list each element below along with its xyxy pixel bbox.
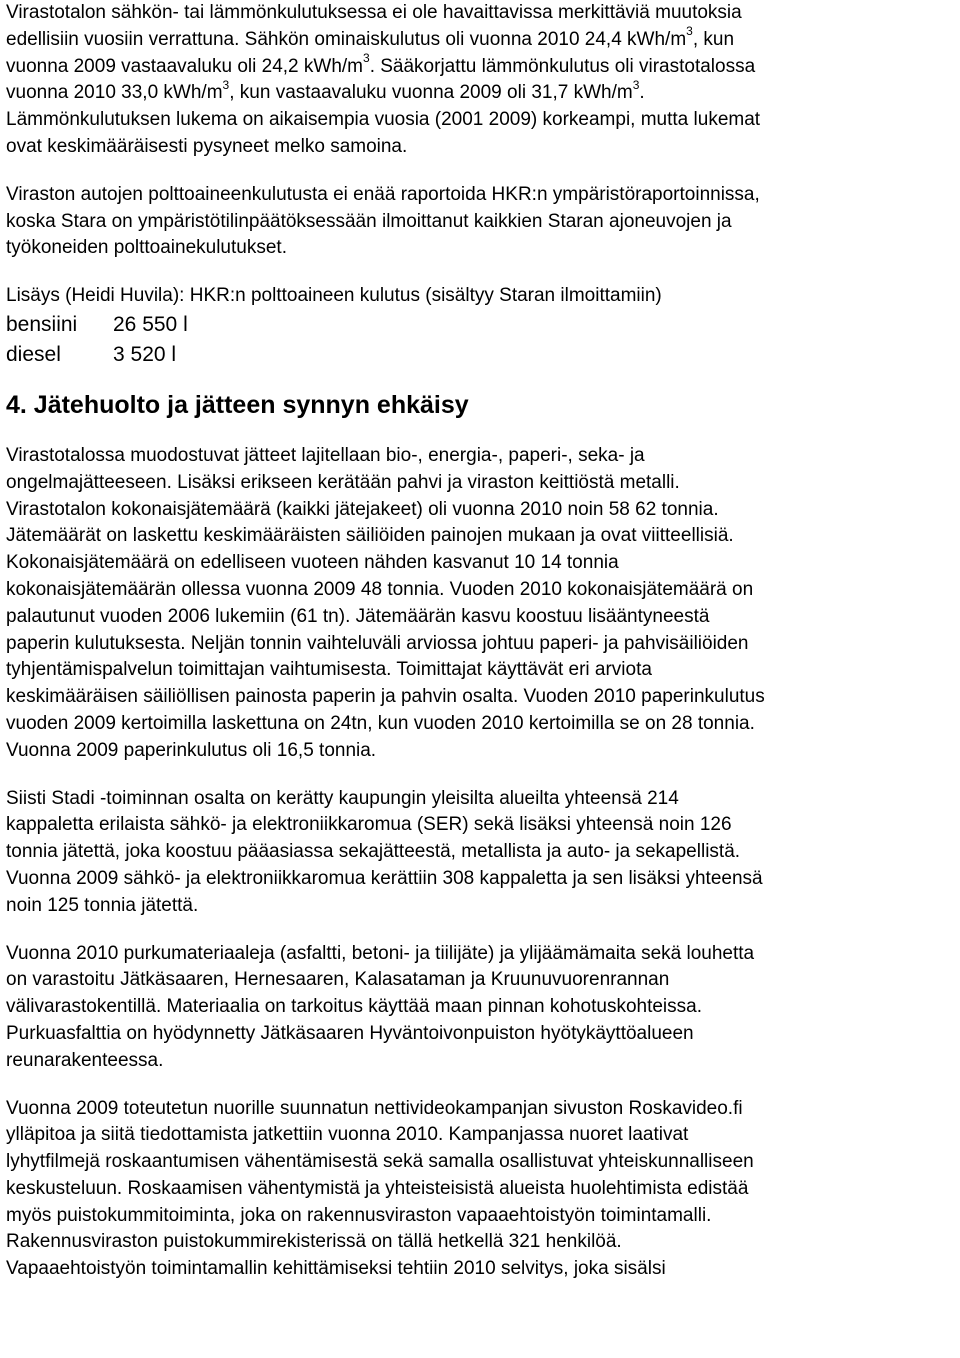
paragraph-vehicle-fuel	[6, 182, 960, 262]
text-line: Vuonna 2009 toteutetun nuorille suunnatun nettivideokampanjan sivuston Roskavideo.fi	[6, 1097, 743, 1119]
paragraph-waste	[6, 443, 960, 765]
text-line: ylläpitoa ja siitä tiedottamista jatkettiin vuonna 2010. Kampanjassa nuoret laativat	[6, 1124, 689, 1146]
text-line: tonnia jätettä, joka koostuu pääasiassa sekajätteestä, metallista ja auto- ja sekapellistä.	[6, 841, 741, 863]
paragraph-energy	[6, 0, 960, 161]
text-line: on varastoitu Jätkäsaaren, Hernesaaren, Kalasataman ja Kruunuvuorenrannan	[6, 969, 670, 991]
text-line: keskimääräisen säiliöllisen painosta paperin ja pahvin osalta. Vuoden 2010 paperinkulutus	[6, 686, 765, 708]
text-line: tyhjentämispalvelun toimittajan vaihtumisesta. Toimittajat käyttävät eri arviota	[6, 659, 652, 681]
fuel-amount: 3 520 l	[113, 342, 177, 366]
text-line: Siisti Stadi -toiminnan osalta on kerätty kaupungin yleisilta alueilta yhteensä 214	[6, 787, 679, 809]
text-line: Virastotalon kokonaisjätemäärä (kaikki jätejakeet) oli vuonna 2010 noin 58 62 tonnia.	[6, 498, 719, 520]
text-line: välivarastokentillä. Materiaalia on tarkoitus käyttää maan pinnan kohotuskohteissa.	[6, 996, 702, 1018]
text-line: Virastotalon sähkön- tai lämmönkulutuksessa ei ole havaittavissa merkittäviä muutoksia	[6, 2, 742, 23]
fuel-amount: 26 550 l	[113, 312, 188, 336]
text-line: Vuonna 2009 sähkö- ja elektroniikkaromua kerättiin 308 kappaletta ja sen lisäksi yhteensä	[6, 867, 763, 889]
paragraph-roskavideo	[6, 1096, 960, 1284]
text-line: kokonaisjätemäärän ollessa vuonna 2009 48 tonnia. Vuoden 2010 kokonaisjätemäärä on	[6, 578, 754, 600]
text-line: Vuonna 2010 purkumateriaaleja (asfaltti, betoni- ja tiilijäte) ja ylijäämämaita sekä louhetta	[6, 942, 755, 964]
text-line: Purkuasfalttia on hyödynnetty Jätkäsaaren Hyväntoivonpuiston hyötykäyttöalueen	[6, 1022, 694, 1044]
paragraph-demolition-materials	[6, 941, 960, 1075]
text-line: vuonna 2009 vastaavaluku oli 24,2 kWh/$m^3$. Sääkorjattu lämmönkulutus oli virastotalossa	[6, 51, 756, 77]
paragraph-siisti-stadi	[6, 786, 960, 920]
fuel-consumption-list	[6, 310, 960, 370]
text-line: ongelmajätteeseen. Lisäksi erikseen kerätään pahvi ja viraston keittiöstä metalli.	[6, 471, 680, 493]
text-line: noin 125 tonnia jätettä.	[6, 894, 199, 916]
paragraph-fuel-addition	[6, 283, 960, 370]
text-line: keskusteluun. Roskaamisen vähentymistä ja yhteisteisistä alueista huolehtimista edistää	[6, 1177, 749, 1199]
text-line: ovat keskimääräisesti pysyneet melko samoina.	[6, 135, 408, 157]
text-line: vuoden 2009 kertoimilla laskettuna on 24tn, kun vuoden 2010 kertoimilla se on 28 tonnia.	[6, 712, 755, 734]
text-line: Jätemäärät on laskettu keskimääräisten säiliöiden painojen mukaan ja ovat viitteellisiä.	[6, 525, 734, 547]
text-line: Vuonna 2009 paperinkulutus oli 16,5 tonnia.	[6, 739, 377, 761]
document-page	[6, 0, 960, 1283]
text-line: vuonna 2010 33,0 kWh/$m^3$, kun vastaavaluku vuonna 2009 oli 31,7 kWh/$m^3$.	[6, 78, 645, 104]
text-line: paperin kulutuksesta. Neljän tonnin vaihteluväli arviossa johtuu paperi- ja pahvisäiliöiden	[6, 632, 749, 654]
text-line: Vapaaehtoistyön toimintamallin kehittämiseksi tehtiin 2010 selvitys, joka sisälsi	[6, 1258, 666, 1280]
text-line: Lämmönkulutuksen lukema on aikaisempia vuosia (2001 2009) korkeampi, mutta lukemat	[6, 109, 761, 131]
fuel-row	[6, 310, 960, 340]
fuel-row	[6, 340, 960, 370]
text-line: myös puistokummitoiminta, joka on rakennusviraston vapaaehtoistyön toimintamalli.	[6, 1204, 712, 1226]
text-line: lyhytfilmejä roskaantumisen vähentämisestä sekä samalla osallistuvat yhteiskunnalliseen	[6, 1151, 754, 1173]
text-line: työkoneiden polttoainekulutukset.	[6, 237, 287, 259]
text-line: Kokonaisjätemäärä on edelliseen vuoteen nähden kasvanut 10 14 tonnia	[6, 552, 619, 574]
fuel-name: diesel	[6, 342, 61, 366]
section-heading: 4. Jätehuolto ja jätteen synnyn ehkäisy	[6, 390, 469, 419]
text-line: Viraston autojen polttoaineenkulutusta ei enää raportoida HKR:n ympäristöraportoinnissa,	[6, 183, 760, 205]
text-line: Virastotalossa muodostuvat jätteet lajitellaan bio-, energia-, paperi-, seka- ja	[6, 444, 645, 466]
text-line: reunarakenteessa.	[6, 1049, 164, 1071]
text-line: edellisiin vuosiin verrattuna. Sähkön ominaiskulutus oli vuonna 2010 24,4 kWh/$m^3$, kun	[6, 24, 735, 50]
text-line: palautunut vuoden 2006 lukemiin (61 tn). Jätemäärän kasvu koostuu lisääntyneestä	[6, 605, 710, 627]
text-line: Rakennusviraston puistokummirekisterissä on tällä hetkellä 321 henkilöä.	[6, 1231, 622, 1253]
text-line: Lisäys (Heidi Huvila): HKR:n polttoaineen kulutus (sisältyy Staran ilmoittamiin)	[6, 285, 662, 307]
text-line: kappaletta erilaista sähkö- ja elektroniikkaromua (SER) sekä lisäksi yhteensä noin 126	[6, 814, 732, 836]
text-line: koska Stara on ympäristötilinpäätöksessään ilmoittanut kaikkien Staran ajoneuvojen ja	[6, 210, 732, 232]
fuel-name: bensiini	[6, 312, 78, 336]
